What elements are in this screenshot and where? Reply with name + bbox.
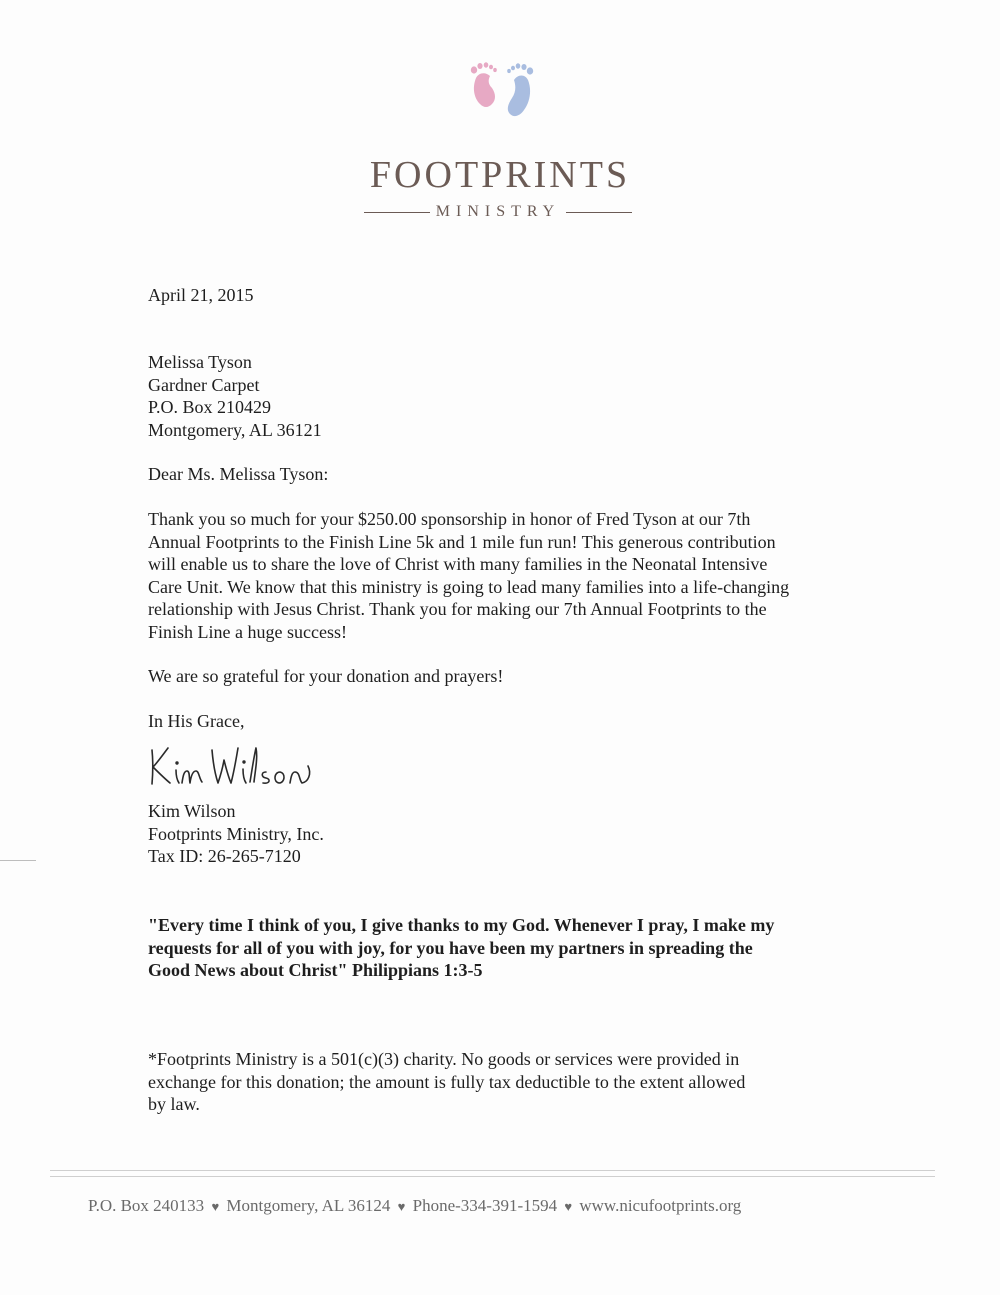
footer-city: Montgomery, AL 36124 bbox=[226, 1196, 391, 1215]
quote-line: requests for all of you with joy, for you have been my partners in spreading the bbox=[148, 937, 753, 958]
body-line: Annual Footprints to the Finish Line 5k and 1 mile fun run! This generous contribution bbox=[148, 531, 776, 552]
signer-block bbox=[148, 800, 324, 868]
handwritten-signature bbox=[146, 736, 326, 792]
signer-org: Footprints Ministry, Inc. bbox=[148, 823, 324, 844]
body-line: Thank you so much for your $250.00 sponsorship in honor of Fred Tyson at our 7th bbox=[148, 509, 751, 529]
scripture-quote bbox=[148, 914, 848, 982]
heart-icon: ♥ bbox=[211, 1199, 220, 1214]
heart-icon: ♥ bbox=[397, 1199, 406, 1214]
body-line: relationship with Jesus Christ. Thank you for making our 7th Annual Footprints to the bbox=[148, 599, 767, 620]
org-subtitle bbox=[358, 203, 638, 221]
quote-line: "Every time I think of you, I give thanks to my God. Whenever I pray, I make my bbox=[148, 915, 775, 935]
body-line: Care Unit. We know that this ministry is going to lead many families into a life-changing bbox=[148, 576, 790, 597]
recipient-po-box: P.O. Box 210429 bbox=[148, 397, 272, 418]
note-line: exchange for this donation; the amount is fully tax deductible to the extent allowed bbox=[148, 1071, 746, 1092]
footer-website: www.nicufootprints.org bbox=[579, 1196, 742, 1215]
recipient-company: Gardner Carpet bbox=[148, 374, 260, 395]
body-line: Finish Line a huge success! bbox=[148, 621, 347, 642]
note-line: *Footprints Ministry is a 501(c)(3) charity. No goods or services were provided in bbox=[148, 1049, 740, 1069]
divider bbox=[364, 212, 430, 213]
body-line: will enable us to share the love of Christ with many families in the Neonatal Intensive bbox=[148, 554, 768, 575]
footer-po-box: P.O. Box 240133 bbox=[88, 1196, 205, 1215]
baby-footprints-icon bbox=[466, 58, 538, 130]
gratitude-line: We are so grateful for your donation and prayers! bbox=[148, 666, 504, 686]
scan-artifact bbox=[0, 860, 36, 861]
footer-contact bbox=[88, 1196, 908, 1216]
footer-divider bbox=[50, 1176, 935, 1177]
note-line: by law. bbox=[148, 1094, 200, 1115]
footer-phone: Phone-334-391-1594 bbox=[412, 1196, 558, 1215]
salutation: Dear Ms. Melissa Tyson: bbox=[148, 464, 329, 484]
tax-id: Tax ID: 26-265-7120 bbox=[148, 846, 301, 867]
letter-body bbox=[148, 508, 860, 644]
divider bbox=[566, 212, 632, 213]
recipient-name: Melissa Tyson bbox=[148, 352, 252, 372]
org-subtitle-text: MINISTRY bbox=[435, 203, 561, 220]
quote-line: Good News about Christ" Philippians 1:3-5 bbox=[148, 960, 483, 980]
org-name: FOOTPRINTS bbox=[369, 154, 631, 196]
signer-name: Kim Wilson bbox=[148, 801, 236, 821]
recipient-city: Montgomery, AL 36121 bbox=[148, 419, 322, 440]
charity-note bbox=[148, 1048, 818, 1116]
recipient-address bbox=[148, 351, 322, 441]
letter-date: April 21, 2015 bbox=[148, 285, 254, 305]
heart-icon: ♥ bbox=[564, 1199, 573, 1214]
footer-divider bbox=[50, 1170, 935, 1171]
closing: In His Grace, bbox=[148, 711, 245, 731]
